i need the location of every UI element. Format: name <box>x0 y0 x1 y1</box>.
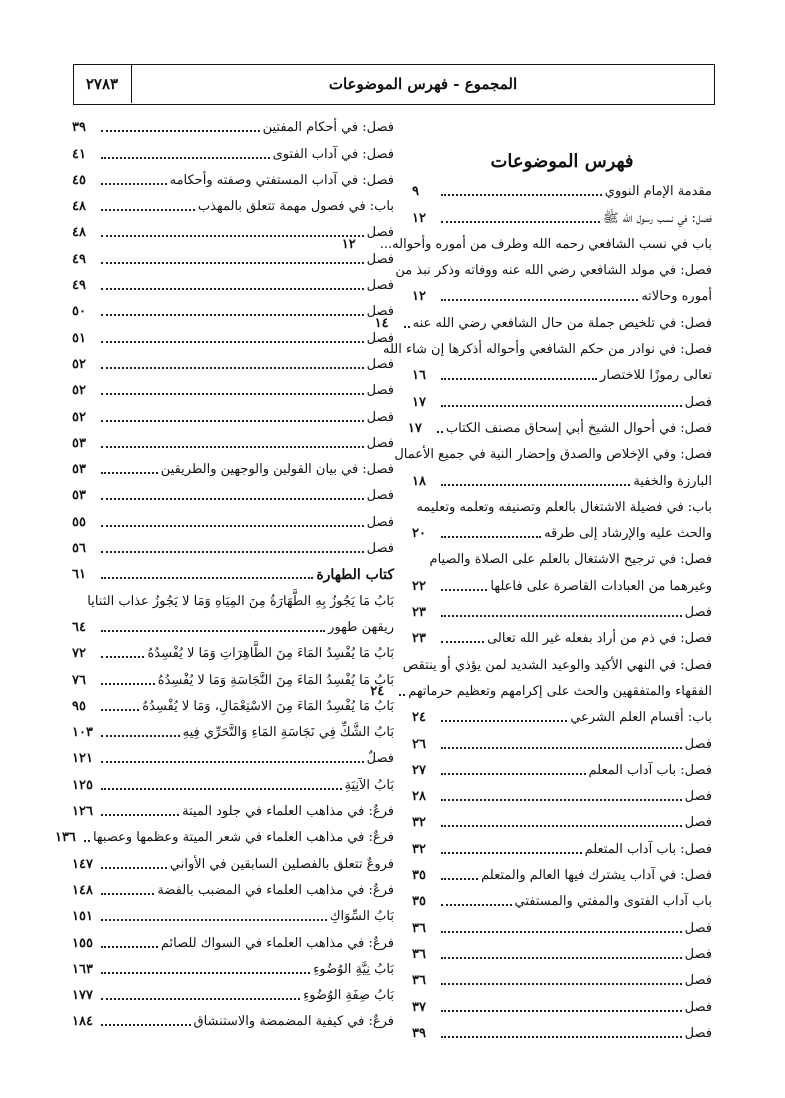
entry-page-number: ٣٢ <box>412 841 426 857</box>
dot-leader <box>101 262 364 264</box>
dot-leader <box>399 694 405 696</box>
entry-title: فصل: في أحكام المفتين <box>262 120 394 136</box>
entry-page-number: ٧٦ <box>72 672 86 688</box>
dot-leader <box>441 825 682 827</box>
index-entry <box>412 623 712 649</box>
entry-page-number: ٧٢ <box>72 646 86 662</box>
entry-title: فصل <box>684 815 712 831</box>
entry-page-number: ٥١ <box>72 330 86 346</box>
entry-page-number: ٢٧ <box>412 762 426 778</box>
entry-title: بَابُ نِيَّةِ الوُضُوءِ <box>313 961 394 977</box>
index-column-left <box>54 112 394 1032</box>
index-entry <box>412 386 712 412</box>
index-entry <box>72 506 394 532</box>
dot-leader <box>441 773 586 775</box>
dot-leader <box>101 235 364 237</box>
entry-page-number: ٣٥ <box>412 868 426 884</box>
entry-page-number: ١٤٨ <box>72 882 93 898</box>
entry-title: فصل <box>366 541 394 557</box>
dot-leader <box>441 799 682 801</box>
dot-leader <box>101 288 364 290</box>
index-entry <box>72 270 394 296</box>
index-entry <box>412 807 712 833</box>
entry-page-number: ١٢ <box>412 210 426 226</box>
entry-page-number: ٤٨ <box>72 225 86 241</box>
index-entry <box>412 755 712 781</box>
index-entry <box>412 360 712 386</box>
index-entry <box>382 334 712 360</box>
entry-page-number: ٩ <box>412 184 419 200</box>
dot-leader <box>441 221 600 223</box>
index-entry <box>72 375 394 401</box>
entry-title: باب آداب الفتوى والمفتي والمستفتي <box>514 894 712 910</box>
entry-title: فصل <box>684 999 712 1015</box>
entry-title: بَابُ صِفَةِ الوُضُوءِ <box>303 988 394 1004</box>
index-entry <box>412 202 712 228</box>
index-entry <box>412 912 712 938</box>
index-entry <box>402 649 712 675</box>
entry-page-number: ٢٣ <box>412 631 426 647</box>
dot-leader <box>441 405 682 407</box>
entry-title: فصل <box>684 394 712 410</box>
index-entry <box>72 901 394 927</box>
entry-title: باب: في فصول مهمة تتعلق بالمهذب <box>197 199 394 215</box>
dot-leader <box>441 904 512 906</box>
dot-leader <box>101 1024 191 1026</box>
entry-page-number: ٣٦ <box>412 946 426 962</box>
entry-page-number: ٣٩ <box>72 120 86 136</box>
dot-leader <box>441 878 478 880</box>
dot-leader <box>101 972 310 974</box>
index-entry <box>72 743 394 769</box>
index-entry <box>72 691 394 717</box>
entry-page-number: ١٢ <box>341 236 356 252</box>
index-entry <box>72 533 394 559</box>
dot-leader <box>101 551 364 553</box>
dot-leader <box>441 1010 682 1012</box>
entry-title: فصل: في النهي الأكيد والوعيد الشديد لمن يؤذي أو ينتقص <box>402 657 712 673</box>
entry-title: باب: أقسام العلم الشرعي <box>570 710 712 726</box>
dot-leader <box>441 484 630 486</box>
index-entry <box>407 413 712 439</box>
entry-title: فصل <box>366 514 394 530</box>
index-entry <box>54 822 394 848</box>
index-entry <box>412 833 712 859</box>
index-entry <box>412 886 712 912</box>
index-entry <box>72 664 394 690</box>
dot-leader <box>404 326 410 328</box>
entry-page-number: ٦١ <box>72 567 86 583</box>
entry-page-number: ٣٩ <box>412 1025 426 1041</box>
index-entry <box>72 717 394 743</box>
index-entry <box>412 597 712 623</box>
entry-page-number: ٦٤ <box>72 619 86 635</box>
dot-leader <box>84 840 90 842</box>
entry-page-number: ١٢١ <box>72 751 93 767</box>
index-entry <box>72 585 394 611</box>
entry-title: فصل <box>684 789 712 805</box>
entry-title: فصل <box>366 330 394 346</box>
entry-page-number: ١٠٣ <box>72 725 93 741</box>
entry-title: فرعٌ: في مذاهب العلماء في شعر الميتة وعظمها وعصبها <box>92 830 394 846</box>
entry-page-number: ١٨ <box>412 473 426 489</box>
entry-title: كتاب الطهارة <box>316 567 394 584</box>
index-entry <box>412 728 712 754</box>
entry-title: البارزة والخفية <box>633 473 712 489</box>
index-entry <box>72 1006 394 1032</box>
entry-title: فصل: في بيان القولين والوجهين والطريقين <box>160 462 394 478</box>
entry-title: فرعٌ: في كيفية المضمضة والاستنشاق <box>193 1014 394 1030</box>
dot-leader <box>101 788 342 790</box>
entry-title: بَابُ السِّوَاكِ <box>329 909 394 925</box>
index-entry <box>412 965 712 991</box>
dot-leader <box>441 720 567 722</box>
entry-title: فصل <box>366 383 394 399</box>
entry-title: ريقهن طهور <box>328 619 394 635</box>
entry-title: والحث عليه والإرشاد إلى طرقه <box>544 526 712 542</box>
entry-page-number: ١٥٥ <box>72 935 93 951</box>
index-entry <box>412 544 712 570</box>
entry-title: فصلٌ <box>366 751 394 767</box>
entry-title: باب في نسب الشافعي رحمه الله وطرف من أموره وأحواله... <box>379 236 712 252</box>
entry-title: بَابُ الآنِيَةِ <box>344 777 394 793</box>
dot-leader <box>101 577 313 579</box>
entry-title: بَابُ الشَّكِّ فِي نَجَاسَةِ المَاءِ وَالتَّحَرِّي فِيهِ <box>182 725 394 741</box>
entry-title: فصل: في نوادر من حكم الشافعي وأحواله أذكرها إن شاء الله <box>382 342 712 358</box>
entry-title: فصل: في آداب المستفتي وصفته وأحكامه <box>169 172 394 188</box>
entry-title: تعالى رموزًا للاختصار <box>600 368 712 384</box>
entry-title: فصل <box>366 304 394 320</box>
entry-page-number: ٥٦ <box>72 541 86 557</box>
entry-title: فصل <box>684 973 712 989</box>
dot-leader <box>441 299 638 301</box>
dot-leader <box>101 525 364 527</box>
entry-page-number: ٢٤ <box>370 683 385 699</box>
dot-leader <box>441 536 541 538</box>
index-entry <box>72 796 394 822</box>
index-list-left <box>54 112 394 1032</box>
index-entry <box>412 281 712 307</box>
entry-title: فصل <box>366 356 394 372</box>
entry-title: باب: في فضيلة الاشتغال بالعلم وتصنيفه وتعلمه وتعليمه <box>416 499 712 515</box>
entry-title: فصل: في أحوال الشيخ أبي إسحاق مصنف الكتاب <box>445 420 712 436</box>
dot-leader <box>101 998 300 1000</box>
entry-title: فرعٌ: في مذاهب العلماء في السواك للصائم <box>160 935 394 951</box>
entry-page-number: ١٥١ <box>72 909 93 925</box>
entry-title: فروعٌ تتعلق بالفصلين السابقين في الأواني <box>169 856 394 872</box>
entry-page-number: ١٨٤ <box>72 1014 93 1030</box>
index-entry <box>72 927 394 953</box>
entry-title: وغيرهما من العبادات القاصرة على فاعلها <box>490 578 712 594</box>
entry-title: فصل <box>366 225 394 241</box>
entry-page-number: ٢٤ <box>412 710 426 726</box>
entry-title: فصل <box>684 1025 712 1041</box>
entry-page-number: ٥٣ <box>72 488 86 504</box>
entry-page-number: ٢٨ <box>412 789 426 805</box>
entry-title: بَابُ مَا يَجُوزُ بِهِ الطَّهَارَةُ مِنَ المِيَاهِ وَمَا لا يَجُوزُ عذاب الثنايا <box>87 593 394 609</box>
dot-leader <box>101 893 154 895</box>
entry-title: فرعٌ: في مذاهب العلماء في جلود الميتة <box>182 804 394 820</box>
dot-leader <box>101 130 260 132</box>
index-entry <box>72 217 394 243</box>
index-entry <box>412 991 712 1017</box>
entry-page-number: ١٢٦ <box>72 804 93 820</box>
entry-page-number: ٤٩ <box>72 278 86 294</box>
dot-leader <box>101 867 167 869</box>
index-entry <box>72 954 394 980</box>
index-entry <box>72 480 394 506</box>
index-entry <box>72 322 394 348</box>
entry-page-number: ٥٥ <box>72 514 86 530</box>
entry-title: فصل <box>684 605 712 621</box>
index-entry <box>72 138 394 164</box>
index-entry <box>72 769 394 795</box>
entry-page-number: ٢٦ <box>412 736 426 752</box>
entry-title: فصل: في ذم من أراد بفعله غير الله تعالى <box>487 631 712 647</box>
dot-leader <box>441 589 487 591</box>
entry-page-number: ١٧ <box>412 394 426 410</box>
entry-title: فصل: في ترجيح الاشتغال بالعلم على الصلاة والصيام <box>429 552 712 568</box>
entry-title: أموره وحالاته <box>641 289 712 305</box>
dot-leader <box>441 747 682 749</box>
running-title: المجموع - فهرس الموضوعات <box>328 74 518 93</box>
entry-title: فصل <box>366 488 394 504</box>
dot-leader <box>441 194 602 196</box>
dot-leader <box>101 367 364 369</box>
entry-page-number: ٣٧ <box>412 999 426 1015</box>
entry-title: فرعٌ: في مذاهب العلماء في المضبب بالفضة <box>157 882 394 898</box>
index-entry <box>374 307 712 333</box>
index-entry <box>72 454 394 480</box>
index-entry <box>72 848 394 874</box>
index-entry <box>412 781 712 807</box>
entry-page-number: ٥٣ <box>72 462 86 478</box>
index-entry <box>72 401 394 427</box>
dot-leader <box>101 946 158 948</box>
entry-page-number: ٣٢ <box>412 815 426 831</box>
entry-title: فصل <box>366 409 394 425</box>
index-entry <box>412 860 712 886</box>
entry-title: بَابُ مَا يُفْسِدُ المَاءَ مِنَ النَّجَاسَةِ وَمَا لا يُفْسِدُهُ <box>157 672 394 688</box>
dot-leader <box>101 209 195 211</box>
entry-title: الفقهاء والمتفقهين والحث على إكرامهم وتعظيم حرماتهم <box>408 683 712 699</box>
dot-leader <box>441 957 682 959</box>
entry-page-number: ٥٢ <box>72 409 86 425</box>
entry-page-number: ٢٢ <box>412 578 426 594</box>
entry-page-number: ٥٣ <box>72 435 86 451</box>
dot-leader <box>441 983 682 985</box>
entry-title: فصل <box>684 920 712 936</box>
index-entry <box>412 939 712 965</box>
index-entry <box>72 559 394 585</box>
dot-leader <box>101 420 364 422</box>
index-entry <box>72 243 394 269</box>
entry-page-number: ١٢ <box>412 289 426 305</box>
entry-page-number: ٣٦ <box>412 920 426 936</box>
dot-leader <box>101 393 364 395</box>
dot-leader <box>101 683 155 685</box>
entry-title: فصل: باب آداب المعلم <box>588 762 712 778</box>
entry-page-number: ٤٩ <box>72 251 86 267</box>
index-entry <box>412 176 712 202</box>
dot-leader <box>101 183 167 185</box>
index-entry <box>72 875 394 901</box>
index-entry <box>72 428 394 454</box>
dot-leader <box>441 378 597 380</box>
index-entry <box>72 612 394 638</box>
entry-page-number: ٣٦ <box>412 973 426 989</box>
entry-page-number: ١٦٣ <box>72 961 93 977</box>
index-entry <box>72 638 394 664</box>
index-entry <box>72 349 394 375</box>
entry-title: فصل: باب آداب المتعلم <box>584 841 712 857</box>
dot-leader <box>101 630 325 632</box>
entry-page-number: ١٧٧ <box>72 988 93 1004</box>
dot-leader <box>101 341 364 343</box>
entry-title: بَابُ مَا يُفْسِدُ المَاءَ مِنَ الطَّاهِرَاتِ وَمَا لا يُفْسِدُهُ <box>147 646 394 662</box>
entry-page-number: ١٧ <box>407 420 422 436</box>
index-entry <box>412 702 712 728</box>
index-entry <box>72 296 394 322</box>
dot-leader <box>441 852 582 854</box>
entry-page-number: ١٤٧ <box>72 856 93 872</box>
entry-page-number: ٤٥ <box>72 172 86 188</box>
entry-page-number: ٩٥ <box>72 698 86 714</box>
entry-page-number: ٥٢ <box>72 383 86 399</box>
dot-leader <box>101 446 364 448</box>
index-entry <box>412 570 712 596</box>
entry-page-number: ١٣٦ <box>54 830 76 846</box>
index-entry <box>412 1018 712 1044</box>
index-entry <box>72 112 394 138</box>
entry-title: فصل: وفي الإخلاص والصدق وإحضار النية في جميع الأعمال <box>394 447 712 463</box>
dot-leader <box>101 314 364 316</box>
index-entry <box>72 980 394 1006</box>
entry-title: فصل: في آداب الفتوى <box>272 146 394 162</box>
dot-leader <box>101 157 270 159</box>
entry-title: فصل: في مولد الشافعي رضي الله عنه ووفاته وذكر نبذ من <box>395 263 712 279</box>
entry-title: فصل <box>684 736 712 752</box>
entry-title: فصل <box>366 251 394 267</box>
index-entry <box>72 191 394 217</box>
index-entry <box>412 518 712 544</box>
dot-leader <box>101 919 327 921</box>
entry-title: فصل: في نسب رسول الله ﷺ <box>602 210 712 226</box>
entry-title: فصل: في آداب يشترك فيها العالم والمتعلم <box>481 868 712 884</box>
index-entry <box>412 465 712 491</box>
entry-title: فصل <box>684 946 712 962</box>
entry-title: فصل <box>366 278 394 294</box>
dot-leader <box>441 1036 682 1038</box>
entry-page-number: ٢٠ <box>412 526 426 542</box>
index-heading: فهرس الموضوعات <box>490 151 634 172</box>
dot-leader <box>101 814 179 816</box>
index-entry <box>395 255 712 281</box>
dot-leader <box>101 472 158 474</box>
entry-page-number: ٤١ <box>72 146 86 162</box>
entry-page-number: ١٦ <box>412 368 426 384</box>
entry-page-number: ١٢٥ <box>72 777 93 793</box>
page-number: ٢٧٨٣ <box>73 64 132 103</box>
dot-leader <box>437 431 443 433</box>
index-entry <box>394 439 712 465</box>
entry-title: بَابُ مَا يُفْسِدُ المَاءَ مِنَ الاسْتِعْمَالِ، وَمَا لا يُفْسِدُهُ <box>142 698 394 714</box>
entry-page-number: ١٤ <box>374 315 389 331</box>
entry-page-number: ٥٢ <box>72 356 86 372</box>
dot-leader <box>441 615 682 617</box>
entry-page-number: ٢٣ <box>412 605 426 621</box>
entry-title: فصل: في تلخيص جملة من حال الشافعي رضي الله عنه <box>412 315 712 331</box>
dot-leader <box>101 735 180 737</box>
dot-leader <box>101 656 144 658</box>
index-entry <box>412 492 712 518</box>
index-entry <box>370 676 712 702</box>
entry-title: فصل <box>366 435 394 451</box>
entry-title: مقدمة الإمام النووي <box>604 184 712 200</box>
entry-page-number: ٥٠ <box>72 304 86 320</box>
dot-leader <box>101 709 139 711</box>
dot-leader <box>101 498 364 500</box>
dot-leader <box>441 931 682 933</box>
index-entry <box>72 165 394 191</box>
dot-leader <box>441 641 484 643</box>
dot-leader <box>101 761 364 763</box>
entry-page-number: ٣٥ <box>412 894 426 910</box>
entry-page-number: ٤٨ <box>72 199 86 215</box>
